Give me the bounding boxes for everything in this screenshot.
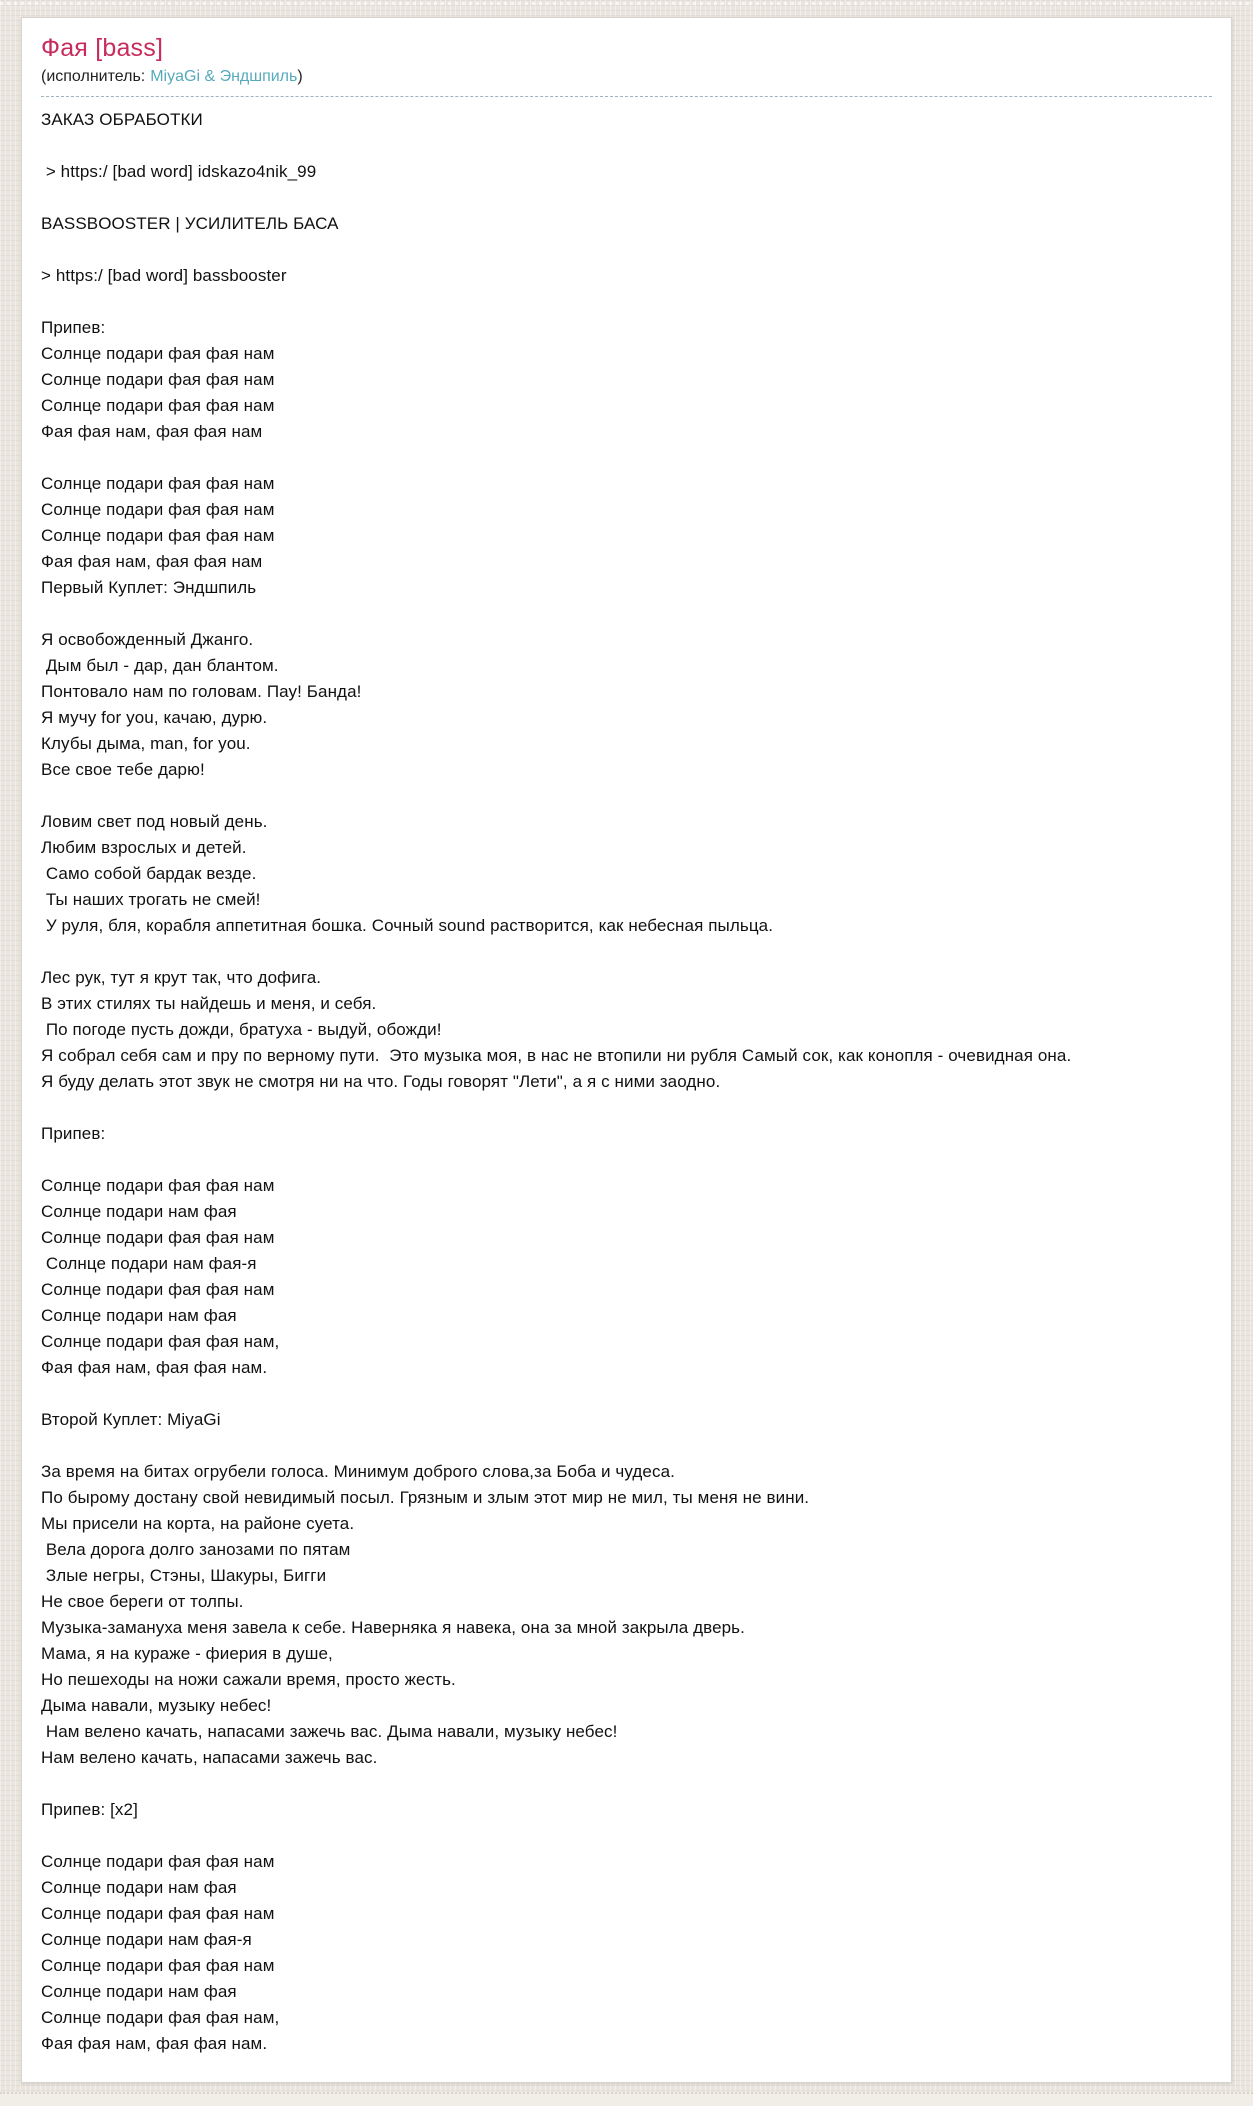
lyrics-line: Солнце подари нам фая bbox=[41, 1306, 237, 1325]
lyrics-line: Ловим свет под новый день. bbox=[41, 812, 268, 831]
lyrics-line: Клубы дыма, man, for you. bbox=[41, 734, 251, 753]
lyrics-line: Солнце подари фая фая нам, bbox=[41, 1332, 280, 1351]
lyrics-line: Вела дорога долго занозами по пятам bbox=[41, 1540, 351, 1559]
lyrics-line: Солнце подари нам фая bbox=[41, 1878, 237, 1897]
lyrics-line: Все свое тебе дарю! bbox=[41, 760, 205, 779]
lyrics-line: Любим взрослых и детей. bbox=[41, 838, 247, 857]
lyrics-line: Первый Куплет: Эндшпиль bbox=[41, 578, 257, 597]
lyrics-line: Лес рук, тут я крут так, что дофига. bbox=[41, 968, 322, 987]
lyrics-text bbox=[41, 107, 1212, 2057]
lyrics-line: Солнце подари фая фая нам bbox=[41, 344, 275, 363]
lyrics-line: Солнце подари фая фая нам, bbox=[41, 2008, 280, 2027]
lyrics-line: Дым был - дар, дан блантом. bbox=[41, 656, 279, 675]
lyrics-line: Дыма навали, музыку небес! bbox=[41, 1696, 272, 1715]
lyrics-line bbox=[41, 1823, 1212, 1849]
lyrics-line: За время на битах огрубели голоса. Минимум доброго слова,за Боба и чудеса. bbox=[41, 1462, 675, 1481]
lyrics-line bbox=[41, 1771, 1212, 1797]
lyrics-line: Я мучу for you, качаю, дурю. bbox=[41, 708, 268, 727]
lyrics-line: Мы присели на корта, на районе суета. bbox=[41, 1514, 355, 1533]
lyrics-line: Фая фая нам, фая фая нам. bbox=[41, 1358, 268, 1377]
artist-label-suffix: ) bbox=[297, 68, 303, 85]
lyrics-line: Солнце подари фая фая нам bbox=[41, 370, 275, 389]
lyrics-line bbox=[41, 939, 1212, 965]
lyrics-line: Солнце подари фая фая нам bbox=[41, 396, 275, 415]
lyrics-line: Понтовало нам по головам. Пау! Банда! bbox=[41, 682, 362, 701]
lyrics-line: Второй Куплет: MiyaGi bbox=[41, 1410, 221, 1429]
lyrics-line bbox=[41, 783, 1212, 809]
lyrics-line: Солнце подари фая фая нам bbox=[41, 1956, 275, 1975]
lyrics-line: По бырому достану свой невидимый посыл. Грязным и злым этот мир не мил, ты меня не вини. bbox=[41, 1488, 810, 1507]
lyrics-line: Музыка-замануха меня завела к себе. Наверняка я навека, она за мной закрыла дверь. bbox=[41, 1618, 745, 1637]
lyrics-line: Фая фая нам, фая фая нам bbox=[41, 552, 263, 571]
lyrics-line: Я освобожденный Джанго. bbox=[41, 630, 254, 649]
song-title: Фая [bass] bbox=[41, 34, 164, 62]
lyrics-line: Солнце подари фая фая нам bbox=[41, 1904, 275, 1923]
lyrics-line: Я буду делать этот звук не смотря ни на что. Годы говорят "Лети", а я с ними заодно. bbox=[41, 1072, 721, 1091]
lyrics-line bbox=[41, 237, 1212, 263]
artist-label: (исполнитель: bbox=[41, 68, 146, 85]
lyrics-line: ЗАКАЗ ОБРАБОТКИ bbox=[41, 110, 203, 129]
lyrics-line: Солнце подари фая фая нам bbox=[41, 1280, 275, 1299]
lyrics-line: Солнце подари фая фая нам bbox=[41, 1176, 275, 1195]
lyrics-line: Нам велено качать, напасами зажечь вас. Дыма навали, музыку небес! bbox=[41, 1722, 618, 1741]
lyrics-line: Ты наших трогать не смей! bbox=[41, 890, 261, 909]
artist-line bbox=[41, 66, 1212, 97]
artist-link[interactable]: MiyaGi & Эндшпиль bbox=[150, 68, 298, 85]
lyrics-line bbox=[41, 1095, 1212, 1121]
lyrics-line: Солнце подари нам фая-я bbox=[41, 1254, 257, 1273]
lyrics-line: Солнце подари фая фая нам bbox=[41, 1852, 275, 1871]
lyrics-line: В этих стилях ты найдешь и меня, и себя. bbox=[41, 994, 377, 1013]
lyrics-line: Мама, я на кураже - фиерия в душе, bbox=[41, 1644, 333, 1663]
lyrics-line bbox=[41, 601, 1212, 627]
lyrics-line: Фая фая нам, фая фая нам. bbox=[41, 2034, 268, 2053]
lyrics-line: Солнце подари нам фая bbox=[41, 1982, 237, 2001]
lyrics-line: У руля, бля, корабля аппетитная бошка. Сочный sound растворится, как небесная пыльца. bbox=[41, 916, 774, 935]
lyrics-line: Я собрал себя сам и пру по верному пути. Это музыка моя, в нас не втопили ни рубля Самый сок, как конопля - очевидная она. bbox=[41, 1046, 1072, 1065]
lyrics-line: Солнце подари нам фая-я bbox=[41, 1930, 252, 1949]
lyrics-line: Солнце подари фая фая нам bbox=[41, 526, 275, 545]
lyrics-card bbox=[21, 17, 1232, 2083]
lyrics-line: > https:/ [bad word] bassbooster bbox=[41, 266, 287, 285]
lyrics-line: Припев: [x2] bbox=[41, 1800, 138, 1819]
lyrics-line bbox=[41, 445, 1212, 471]
lyrics-line: По погоде пусть дожди, братуха - выдуй, обожди! bbox=[41, 1020, 442, 1039]
lyrics-line bbox=[41, 1433, 1212, 1459]
lyrics-line: Фая фая нам, фая фая нам bbox=[41, 422, 263, 441]
lyrics-line: Солнце подари фая фая нам bbox=[41, 1228, 275, 1247]
lyrics-line bbox=[41, 1381, 1212, 1407]
lyrics-line bbox=[41, 133, 1212, 159]
lyrics-line bbox=[41, 185, 1212, 211]
lyrics-line: Солнце подари фая фая нам bbox=[41, 474, 275, 493]
lyrics-line: Но пешеходы на ножи сажали время, просто жесть. bbox=[41, 1670, 456, 1689]
lyrics-line: Припев: bbox=[41, 318, 106, 337]
lyrics-line: BASSBOOSTER | УСИЛИТЕЛЬ БАСА bbox=[41, 214, 339, 233]
lyrics-line bbox=[41, 1147, 1212, 1173]
lyrics-line: Не свое береги от толпы. bbox=[41, 1592, 244, 1611]
lyrics-line: Нам велено качать, напасами зажечь вас. bbox=[41, 1748, 378, 1767]
lyrics-line: Само собой бардак везде. bbox=[41, 864, 257, 883]
lyrics-line: > https:/ [bad word] idskazo4nik_99 bbox=[41, 162, 317, 181]
lyrics-line: Солнце подари нам фая bbox=[41, 1202, 237, 1221]
lyrics-line: Припев: bbox=[41, 1124, 106, 1143]
lyrics-line: Солнце подари фая фая нам bbox=[41, 500, 275, 519]
page-footer-band bbox=[0, 2092, 1253, 2106]
lyrics-line bbox=[41, 289, 1212, 315]
lyrics-line: Злые негры, Стэны, Шакуры, Бигги bbox=[41, 1566, 327, 1585]
